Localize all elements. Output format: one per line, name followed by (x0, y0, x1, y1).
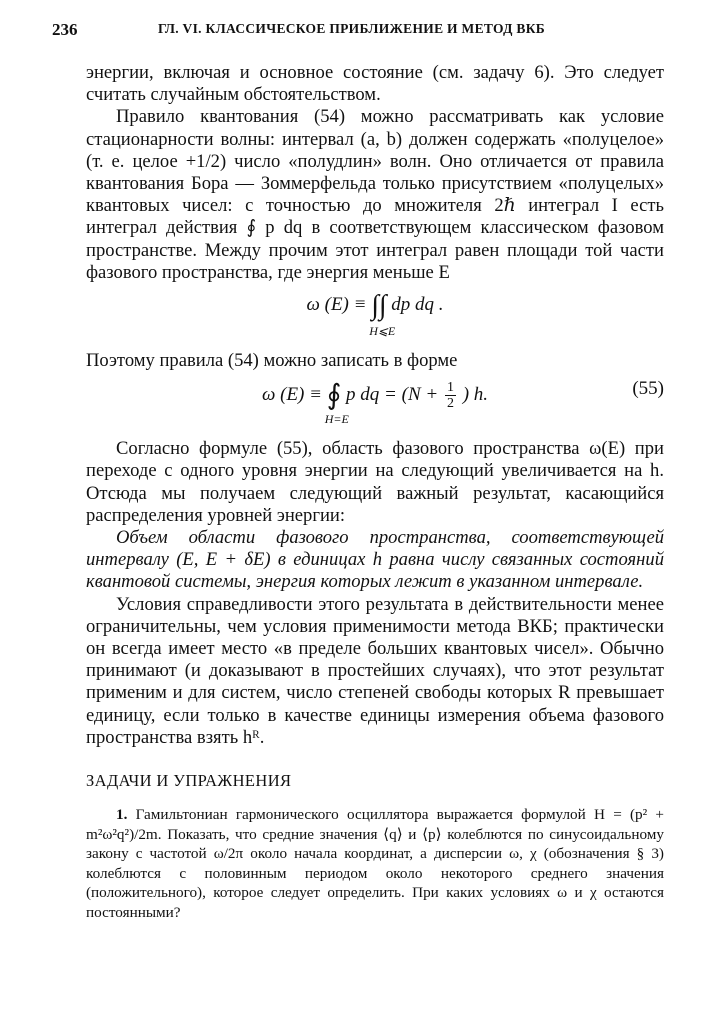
equation-number: (55) (632, 378, 664, 400)
formula-1-rhs: dp dq . (391, 294, 444, 316)
section-title: ЗАДАЧИ И УПРАЖНЕНИЯ (86, 771, 292, 791)
page-header (52, 20, 662, 46)
formula-2-n-part: (N + (401, 384, 439, 406)
problem-1-text: Гамильтониан гармонического осциллятора выражается формулой H = (p² + m²ω²q²)/2m. Показать, что средние значения ⟨q⟩ и ⟨p⟩ колеблются по синусоидальному закону с частотой ω/2π около начала координат, а дисперсии ω, χ (обозначения § 3) колеблются с половинным периодом около некоторого среднего значения (положительного), которое следует определить. При каких условиях ω и χ остаются постоянными? (86, 806, 664, 922)
fraction-denominator: 2 (446, 396, 454, 412)
paragraph-3: Поэтому правила (54) можно записать в форме (86, 350, 458, 372)
problem-1-number: 1. (116, 806, 128, 824)
double-integral-sign: ∫∫ (371, 290, 387, 322)
contour-integral-sign: ∮ (326, 380, 342, 412)
formula-1-lhs: ω (E) ≡ (306, 294, 367, 316)
formula-1-limit: H⩽E (369, 324, 396, 339)
formula-omega-def (86, 284, 664, 350)
formula-2-tail: ) h. (462, 384, 489, 406)
page-body (86, 62, 664, 923)
problem-1 (86, 805, 664, 923)
running-title: ГЛ. VI. КЛАССИЧЕСКОЕ ПРИБЛИЖЕНИЕ И МЕТОД ВКБ (158, 21, 546, 36)
fraction-numerator: 1 (446, 380, 454, 396)
paragraph-5-theorem: Объем области фазового пространства, соответствующей интервалу (E, E + δE) в единицах h равна числу связанных состояний квантовой системы, энергия которых лежит в указанном интервале. (86, 527, 664, 593)
paragraph-4: Согласно формуле (55), область фазового пространства ω(E) при переходе с одного уровня энергии на следующий увеличивается на h. Отсюда мы получаем следующий важный результат, касающийся распределения уровней энергии: (86, 438, 664, 526)
formula-2-limit: H=E (324, 412, 349, 427)
fraction-one-half (445, 380, 456, 411)
paragraph-1: энергии, включая и основное состояние (см. задачу 6). Это следует считать случайным обстоятельством. (86, 62, 664, 106)
formula-55 (86, 372, 664, 438)
paragraph-6: Условия справедливости этого результата в действительности менее ограничительны, чем условия применимости метода ВКБ; практически он всегда имеет место «в пределе больших квантовых чисел». Обычно принимают (и доказывают в простейших случаях), что этот результат применим и для систем, число степеней свободы которых R превышает единицу, если только в качестве единицы измерения объема фазового пространства взять hᴿ. (86, 593, 664, 748)
paragraph-2: Правило квантования (54) можно рассматривать как условие стационарности волны: интервал (a, b) должен содержать «полуцелое» (т. е. целое +1/2) число «полудлин» волн. Оно отличается от правила квантования Бора — Зоммерфельда только присутствием «полуцелых» квантовых чисел: с точностью до множителя 2ℏ интеграл I есть интеграл действия ∮ p dq в соответствующем классическом фазовом пространстве. Между прочим этот интеграл равен площади той части фазового пространства, где энергия меньше E (86, 106, 664, 283)
page-number: 236 (52, 20, 78, 39)
formula-2-lhs: ω (E) ≡ (261, 384, 322, 406)
formula-2-mid: p dq = (346, 384, 402, 406)
